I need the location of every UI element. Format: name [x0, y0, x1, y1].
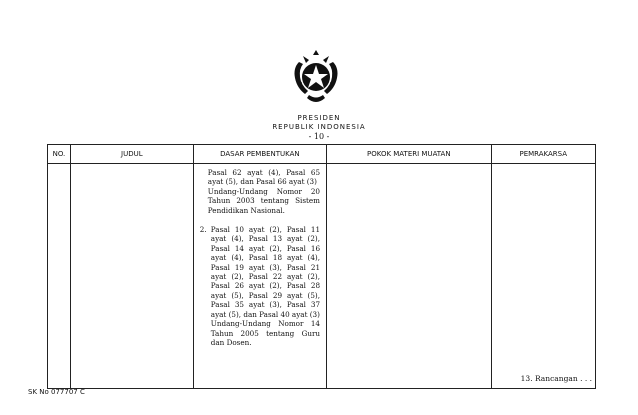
header-subtitle: REPUBLIK INDONESIA: [272, 123, 366, 131]
page-number: - 10 -: [308, 132, 330, 141]
document-code: SK No 077707 C: [28, 388, 85, 396]
document-table: [47, 144, 596, 389]
continuation-note: 13. Rancangan . . .: [520, 374, 592, 383]
dasar-item-2: [200, 225, 320, 347]
table-header-row: [48, 145, 596, 164]
dasar-continued-line: Pasal 62 ayat (4), Pasal 65 ayat (5), dan Pasal 66 ayat (3): [207, 168, 321, 187]
dasar-continued-law: Undang-Undang Nomor 20 Tahun 2003 tentang Sistem Pendidikan Nasional.: [207, 186, 321, 215]
column-header-pokok: POKOK MATERI MUATAN: [327, 145, 492, 164]
cell-no: [48, 164, 71, 389]
cell-dasar: [193, 164, 326, 389]
column-header-dasar: DASAR PEMBENTUKAN: [193, 145, 326, 164]
column-header-pemrakarsa: PEMRAKARSA: [491, 145, 595, 164]
cell-pokok: [327, 164, 492, 389]
cell-judul: [70, 164, 193, 389]
garuda-emblem: [289, 48, 343, 110]
table-row: [48, 164, 596, 389]
column-header-judul: JUDUL: [70, 145, 193, 164]
column-header-no: NO.: [48, 145, 71, 164]
item-law: Undang-Undang Nomor 14 Tahun 2005 tentang Guru dan Dosen.: [210, 319, 321, 347]
header-title: PRESIDEN: [297, 114, 341, 122]
cell-pemrakarsa: [491, 164, 595, 389]
item-articles: Pasal 10 ayat (2), Pasal 11 ayat (4), Pasal 13 ayat (2), Pasal 14 ayat (2), Pasal 16 ayat (4), Pasal 18 ayat (4), Pasal 19 ayat (3), Pasal 21 ayat (2), Pasal 22 ayat (2), Pasal 26 ayat (2), Pasal 28 ayat (5), Pasal 29 ayat (5), Pasal 35 ayat (3), Pasal 37 ayat (5), dan Pasal 40 ayat (3): [210, 225, 321, 319]
dasar-continued: [200, 168, 320, 215]
item-number: 2.: [199, 225, 207, 235]
